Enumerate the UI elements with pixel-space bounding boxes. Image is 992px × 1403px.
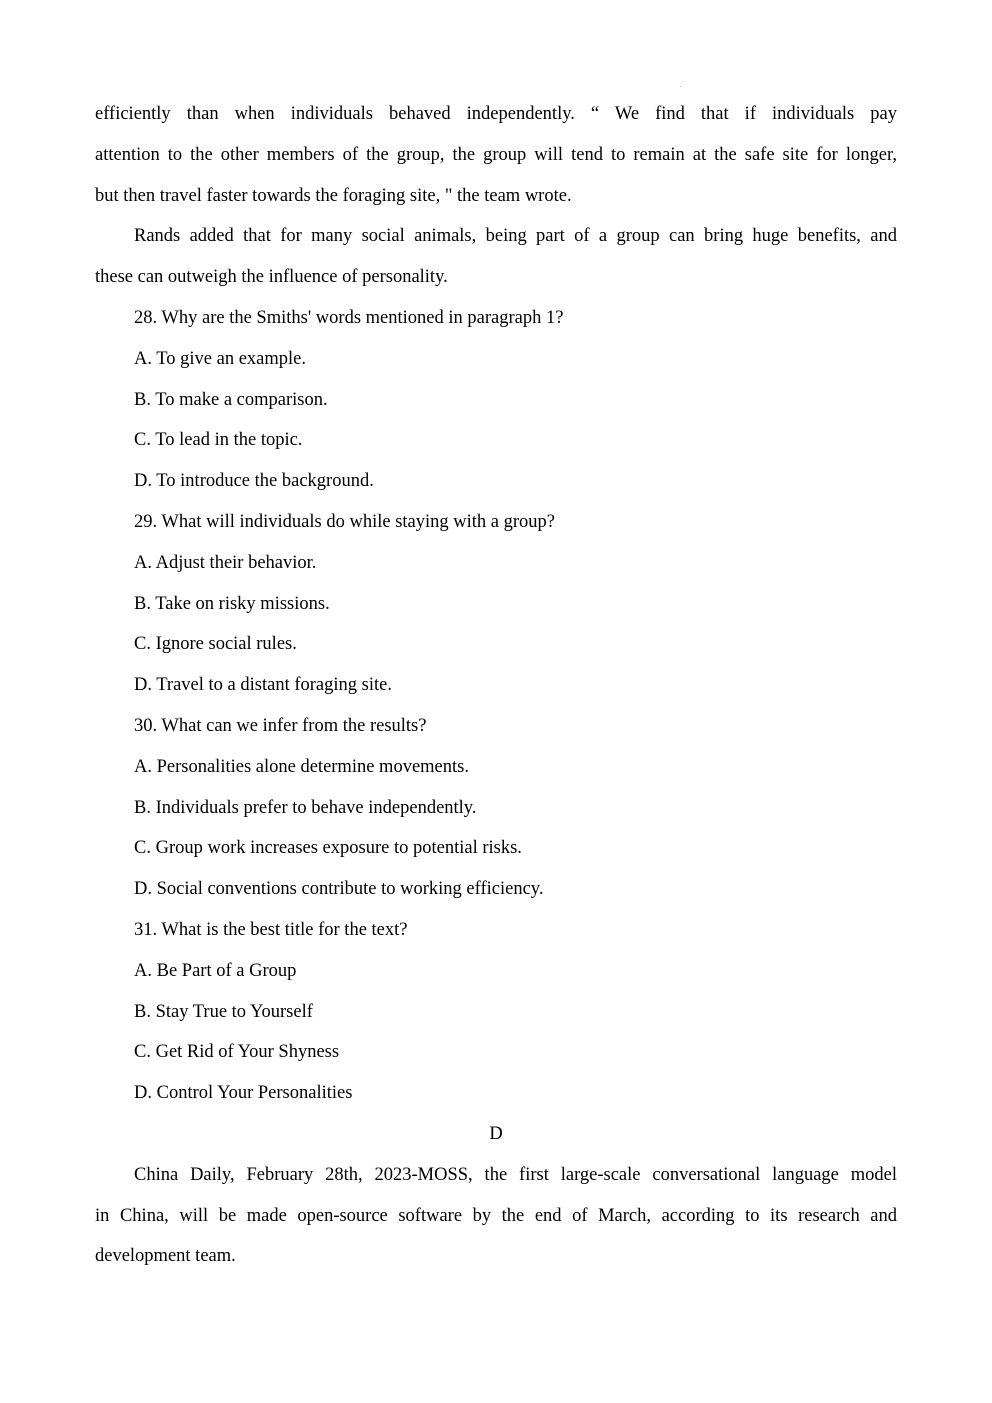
question-28 xyxy=(95,298,897,502)
answer-option: A. Personalities alone determine movements. xyxy=(134,756,469,777)
scan-speck xyxy=(680,86,681,87)
question-stem: 30. What can we infer from the results? xyxy=(134,715,427,736)
passage-c-closing-paragraph xyxy=(95,94,897,216)
answer-option: C. To lead in the topic. xyxy=(134,430,303,451)
answer-option: D. Travel to a distant foraging site. xyxy=(134,675,392,696)
answer-option: A. Be Part of a Group xyxy=(134,960,297,981)
answer-option: B. Stay True to Yourself xyxy=(134,1001,313,1022)
answer-option: B. Take on risky missions. xyxy=(134,593,330,614)
paragraph-line: development team. xyxy=(95,1246,236,1267)
answer-option: C. Group work increases exposure to potential risks. xyxy=(134,838,522,859)
answer-option: B. To make a comparison. xyxy=(134,389,328,410)
paragraph-line: Rands added that for many social animals, being part of a group can bring huge benefits, and xyxy=(134,226,897,247)
paragraph-line: efficiently than when individuals behaved independently. “ We find that if individuals pay xyxy=(95,104,897,124)
paragraph-line: but then travel faster towards the foraging site, " the team wrote. xyxy=(95,185,572,206)
paragraph-line: attention to the other members of the group, the group will tend to remain at the safe site for longer, xyxy=(95,144,897,165)
rands-paragraph xyxy=(95,216,897,298)
question-30 xyxy=(95,706,897,910)
answer-option: D. Control Your Personalities xyxy=(134,1083,353,1104)
answer-option: A. To give an example. xyxy=(134,348,307,369)
section-d-heading: D xyxy=(489,1123,503,1144)
answer-option: C. Ignore social rules. xyxy=(134,634,297,655)
question-29 xyxy=(95,502,897,706)
question-stem: 31. What is the best title for the text? xyxy=(134,919,408,940)
paragraph-line: China Daily, February 28th, 2023-MOSS, the first large-scale conversational language model xyxy=(134,1164,897,1185)
answer-option: A. Adjust their behavior. xyxy=(134,552,317,573)
question-stem: 29. What will individuals do while staying with a group? xyxy=(134,511,555,532)
exam-page xyxy=(95,94,897,1277)
paragraph-line: these can outweigh the influence of personality. xyxy=(95,267,448,288)
answer-option: D. Social conventions contribute to working efficiency. xyxy=(134,879,544,900)
answer-option: D. To introduce the background. xyxy=(134,471,374,492)
paragraph-line: in China, will be made open-source software by the end of March, according to its research and xyxy=(95,1205,897,1226)
question-stem: 28. Why are the Smiths' words mentioned in paragraph 1? xyxy=(134,307,564,328)
answer-option: B. Individuals prefer to behave independently. xyxy=(134,797,477,818)
question-31 xyxy=(95,910,897,1114)
answer-option: C. Get Rid of Your Shyness xyxy=(134,1042,340,1063)
section-d-paragraph xyxy=(95,1155,897,1277)
